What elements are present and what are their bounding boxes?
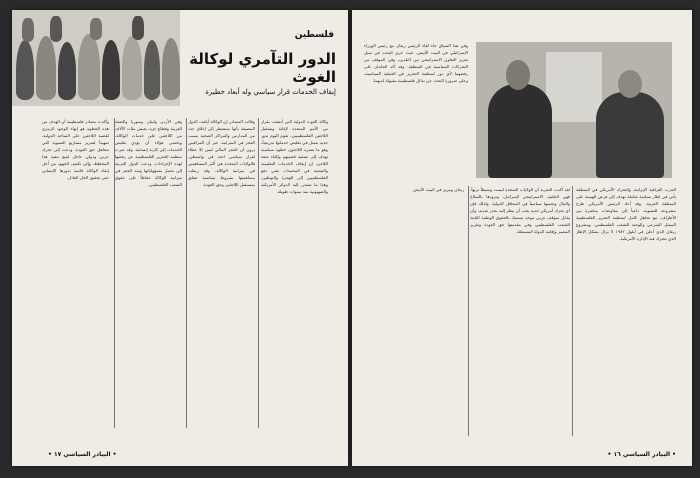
crowd-photo: [12, 10, 180, 106]
crowd-figure: [90, 18, 102, 40]
article-column: لقد أكدت التجربة أن الولايات المتحدة ليست وسيطاً نزيهاً، فهي الحليف الاستراتيجي لإسرائيل، وتزودها بالسلاح والمال وتحميها سياسياً في المحافل الدولية. ولذلك فإن أي تحرك أمريكي جديد يجب أن ينظر إليه بحذر شديد، وأن يقابل بموقف عربي موحد يتمسك بالحقوق الوطنية الثابتة للشعب الفلسطيني وفي مقدمتها حق العودة وتقرير المصير وإقامة الدولة المستقلة.: [470, 187, 570, 234]
article-columns: [364, 186, 676, 436]
meeting-photo: [476, 42, 672, 178]
man-right-figure: [596, 92, 664, 178]
article-column: وكالة الغوث الدولية التي أنشئت بقرار من الأمم المتحدة لإغاثة وتشغيل اللاجئين الفلسطينيين، تقوم اليوم بدور جديد يتمثل في تقليص خدماتها تدريجياً، وهو ما يعتبره اللاجئون خطوة سياسية تهدف إلى تصفية قضيتهم وإلغاء صفة اللاجئ. إن إيقاف الخدمات التعليمية والصحية في المخيمات يعني دفع الفلسطينيين إلى الهجرة والتوطين، وهذا ما تسعى إليه الدوائر الأمريكية والصهيونية منذ سنوات طويلة.: [261, 119, 328, 194]
column-divider: [114, 118, 115, 428]
crowd-figure: [132, 16, 144, 40]
article-column: وأكدت مصادر فلسطينية أن الهدف من هذه الخطوة هو إنهاء الوجود الرمزي لقضية اللاجئين على الساحة الدولية، تمهيداً لتمرير مشاريع التسوية التي تتجاهل حق العودة. ودعت إلى تحرك عربي ودولي عاجل لمنع تنفيذ هذا المخطط، وإلى تكثيف الجهود من أجل إبقاء الوكالة قائمة بدورها الإنساني حتى تحقيق الحل العادل.: [42, 119, 109, 180]
column-divider: [572, 186, 573, 436]
article-column: الحرب العراقية الإيرانية، والتحرك الأمريكي في المنطقة يأتي في إطار سياسة شاملة تهدف إلى فرض الهيمنة على المنطقة العربية. وقد أعاد الرئيس الأمريكي طرح مشروعه للتسوية، داعياً إلى مفاوضات مباشرة بين الأطراف، مع تجاهل كامل لمنظمة التحرير الفلسطينية الممثل الشرعي والوحيد للشعب الفلسطيني. ومشروع ريغان الذي أعلن في أيلول ١٩٨٢ لا يزال يشكل الإطار الذي تتحرك فيه الإدارة الأمريكية.: [576, 187, 676, 241]
column-divider: [258, 118, 259, 428]
category-label: فلسطين: [294, 30, 334, 40]
crowd-figure: [102, 40, 120, 100]
crowd-figure: [36, 36, 56, 100]
page-headline: الدور التآمري لوكالة الغوث: [189, 50, 336, 86]
page-footer: • البيادر السياسي ١٦ •: [607, 451, 676, 458]
fireplace-shape: [546, 52, 602, 122]
right-page: [352, 10, 692, 466]
page-footer: • البيادر السياسي ١٧ •: [48, 451, 117, 458]
page-subheadline: إيقاف الخدمات قرار سياسي وله أبعاد خطيرة: [205, 88, 336, 96]
crowd-figure: [78, 34, 100, 100]
crowd-figure: [58, 42, 76, 100]
crowd-figure: [122, 36, 142, 100]
crowd-figure: [50, 16, 62, 42]
left-page: [12, 10, 348, 466]
crowd-figure: [16, 40, 34, 100]
article-columns: [42, 118, 328, 428]
column-divider: [468, 186, 469, 436]
intro-column: [364, 42, 468, 182]
crowd-figure: [22, 18, 34, 42]
man-right-head: [618, 70, 642, 98]
article-column: وقالت المصادر إن الوكالة أبلغت الدول المضيفة بأنها ستضطر إلى إغلاق عدد من المدارس والمراكز الصحية بسبب العجز في الميزانية، غير أن المراقبين يرون أن العجز المالي ليس إلا غطاء لقرار سياسي اتخذ في واشنطن. فالولايات المتحدة هي أكبر المساهمين في ميزانية الوكالة، وقد ربطت مساهمتها بشروط سياسية تتعلق بمستقبل اللاجئين وحق العودة.: [188, 119, 255, 187]
crowd-figure: [144, 40, 160, 100]
column-divider: [186, 118, 187, 428]
article-column: ريغان وبيريز في البيت الأبيض: [413, 187, 464, 192]
man-left-figure: [488, 84, 552, 178]
article-column: وفي هذا السياق جاء لقاء الرئيس ريغان مع رئيس الوزراء الإسرائيلي في البيت الأبيض، حيث جرى البحث في سبل تعزيز التعاون الاستراتيجي بين البلدين، وفي الموقف من التحركات السياسية في المنطقة. وقد أكد الجانبان على رفضهما لأي دور لمنظمة التحرير في العملية السياسية، وعلى ضرورة البحث عن بدائل فلسطينية مقبولة لديهما.: [364, 43, 468, 83]
article-column: وفي الأردن ولبنان وسوريا والضفة الغربية وقطاع غزة، يعيش مئات الآلاف من اللاجئين على خدمات الوكالة، ويخشى هؤلاء أن يؤدي تقليص الخدمات إلى كارثة إنسانية. وقد عبرت منظمة التحرير الفلسطينية عن رفضها لهذه الإجراءات، ودعت الدول العربية إلى تحمل مسؤولياتها وسد العجز في ميزانية الوكالة حفاظاً على حقوق الشعب الفلسطيني.: [115, 119, 182, 187]
man-left-head: [506, 60, 530, 90]
